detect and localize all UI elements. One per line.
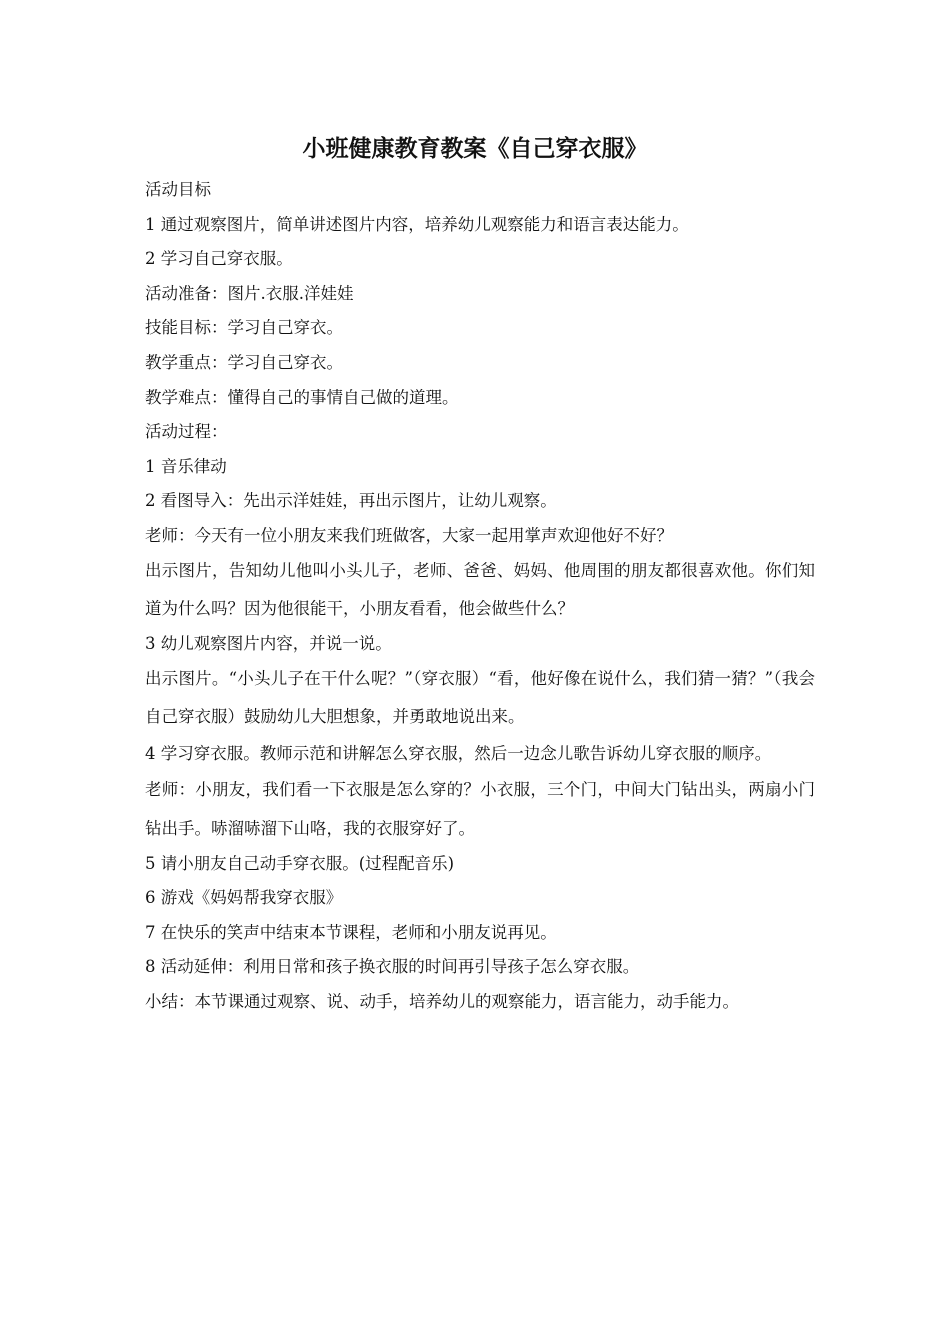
document-title: 小班健康教育教案《自己穿衣服》 <box>302 135 648 162</box>
paragraph-key-point: 教学重点：学习自己穿衣。 <box>145 352 343 372</box>
paragraph-step-2: 2 看图导入：先出示洋娃娃，再出示图片，让幼儿观察。 <box>145 491 557 511</box>
paragraph-preparation: 活动准备：图片.衣服.洋娃娃 <box>145 283 354 303</box>
paragraph-step-8: 8 活动延伸：利用日常和孩子换衣服的时间再引导孩子怎么穿衣服。 <box>145 957 640 977</box>
paragraph-teacher-greeting: 老师：今天有一位小朋友来我们班做客，大家一起用掌声欢迎他好不好？ <box>145 525 673 545</box>
paragraph-goal-2: 2 学习自己穿衣服。 <box>145 249 293 269</box>
section-heading-goals: 活动目标 <box>145 180 211 199</box>
paragraph-step-4: 4 学习穿衣服。教师示范和讲解怎么穿衣服，然后一边念儿歌告诉幼儿穿衣服的顺序。 <box>145 743 772 763</box>
paragraph-difficulty: 教学难点：懂得自己的事情自己做的道理。 <box>145 387 459 407</box>
paragraph-nursery-rhyme: 老师：小朋友，我们看一下衣服是怎么穿的？小衣服，三个门，中间大门钻出头，两扇小门钻出手。哧溜哧溜下山咯，我的衣服穿好了。 <box>145 780 815 838</box>
section-heading-process: 活动过程： <box>145 422 228 442</box>
paragraph-step-1: 1 音乐律动 <box>145 456 227 476</box>
paragraph-step-5: 5 请小朋友自己动手穿衣服。(过程配音乐) <box>145 853 455 873</box>
document-body <box>145 173 815 1020</box>
paragraph-step-3: 3 幼儿观察图片内容，并说一说。 <box>145 634 392 654</box>
paragraph-step-6: 6 游戏《妈妈帮我穿衣服》 <box>145 888 343 908</box>
paragraph-summary: 小结：本节课通过观察、说、动手，培养幼儿的观察能力，语言能力，动手能力。 <box>145 992 739 1011</box>
paragraph-show-picture: 出示图片，告知幼儿他叫小头儿子，老师、爸爸、妈妈、他周围的朋友都很喜欢他。你们知道为什么吗？因为他很能干，小朋友看看，他会做些什么？ <box>145 560 815 619</box>
paragraph-skill-goal: 技能目标：学习自己穿衣。 <box>145 318 343 338</box>
paragraph-picture-dialogue: 出示图片。“小头儿子在干什么呢？”（穿衣服）“看，他好像在说什么，我们猜一猜？”（我会自己穿衣服）鼓励幼儿大胆想象，并勇敢地说出来。 <box>145 668 815 727</box>
paragraph-step-7: 7 在快乐的笑声中结束本节课程，老师和小朋友说再见。 <box>145 922 557 942</box>
paragraph-goal-1: 1 通过观察图片，简单讲述图片内容，培养幼儿观察能力和语言表达能力。 <box>145 214 689 234</box>
